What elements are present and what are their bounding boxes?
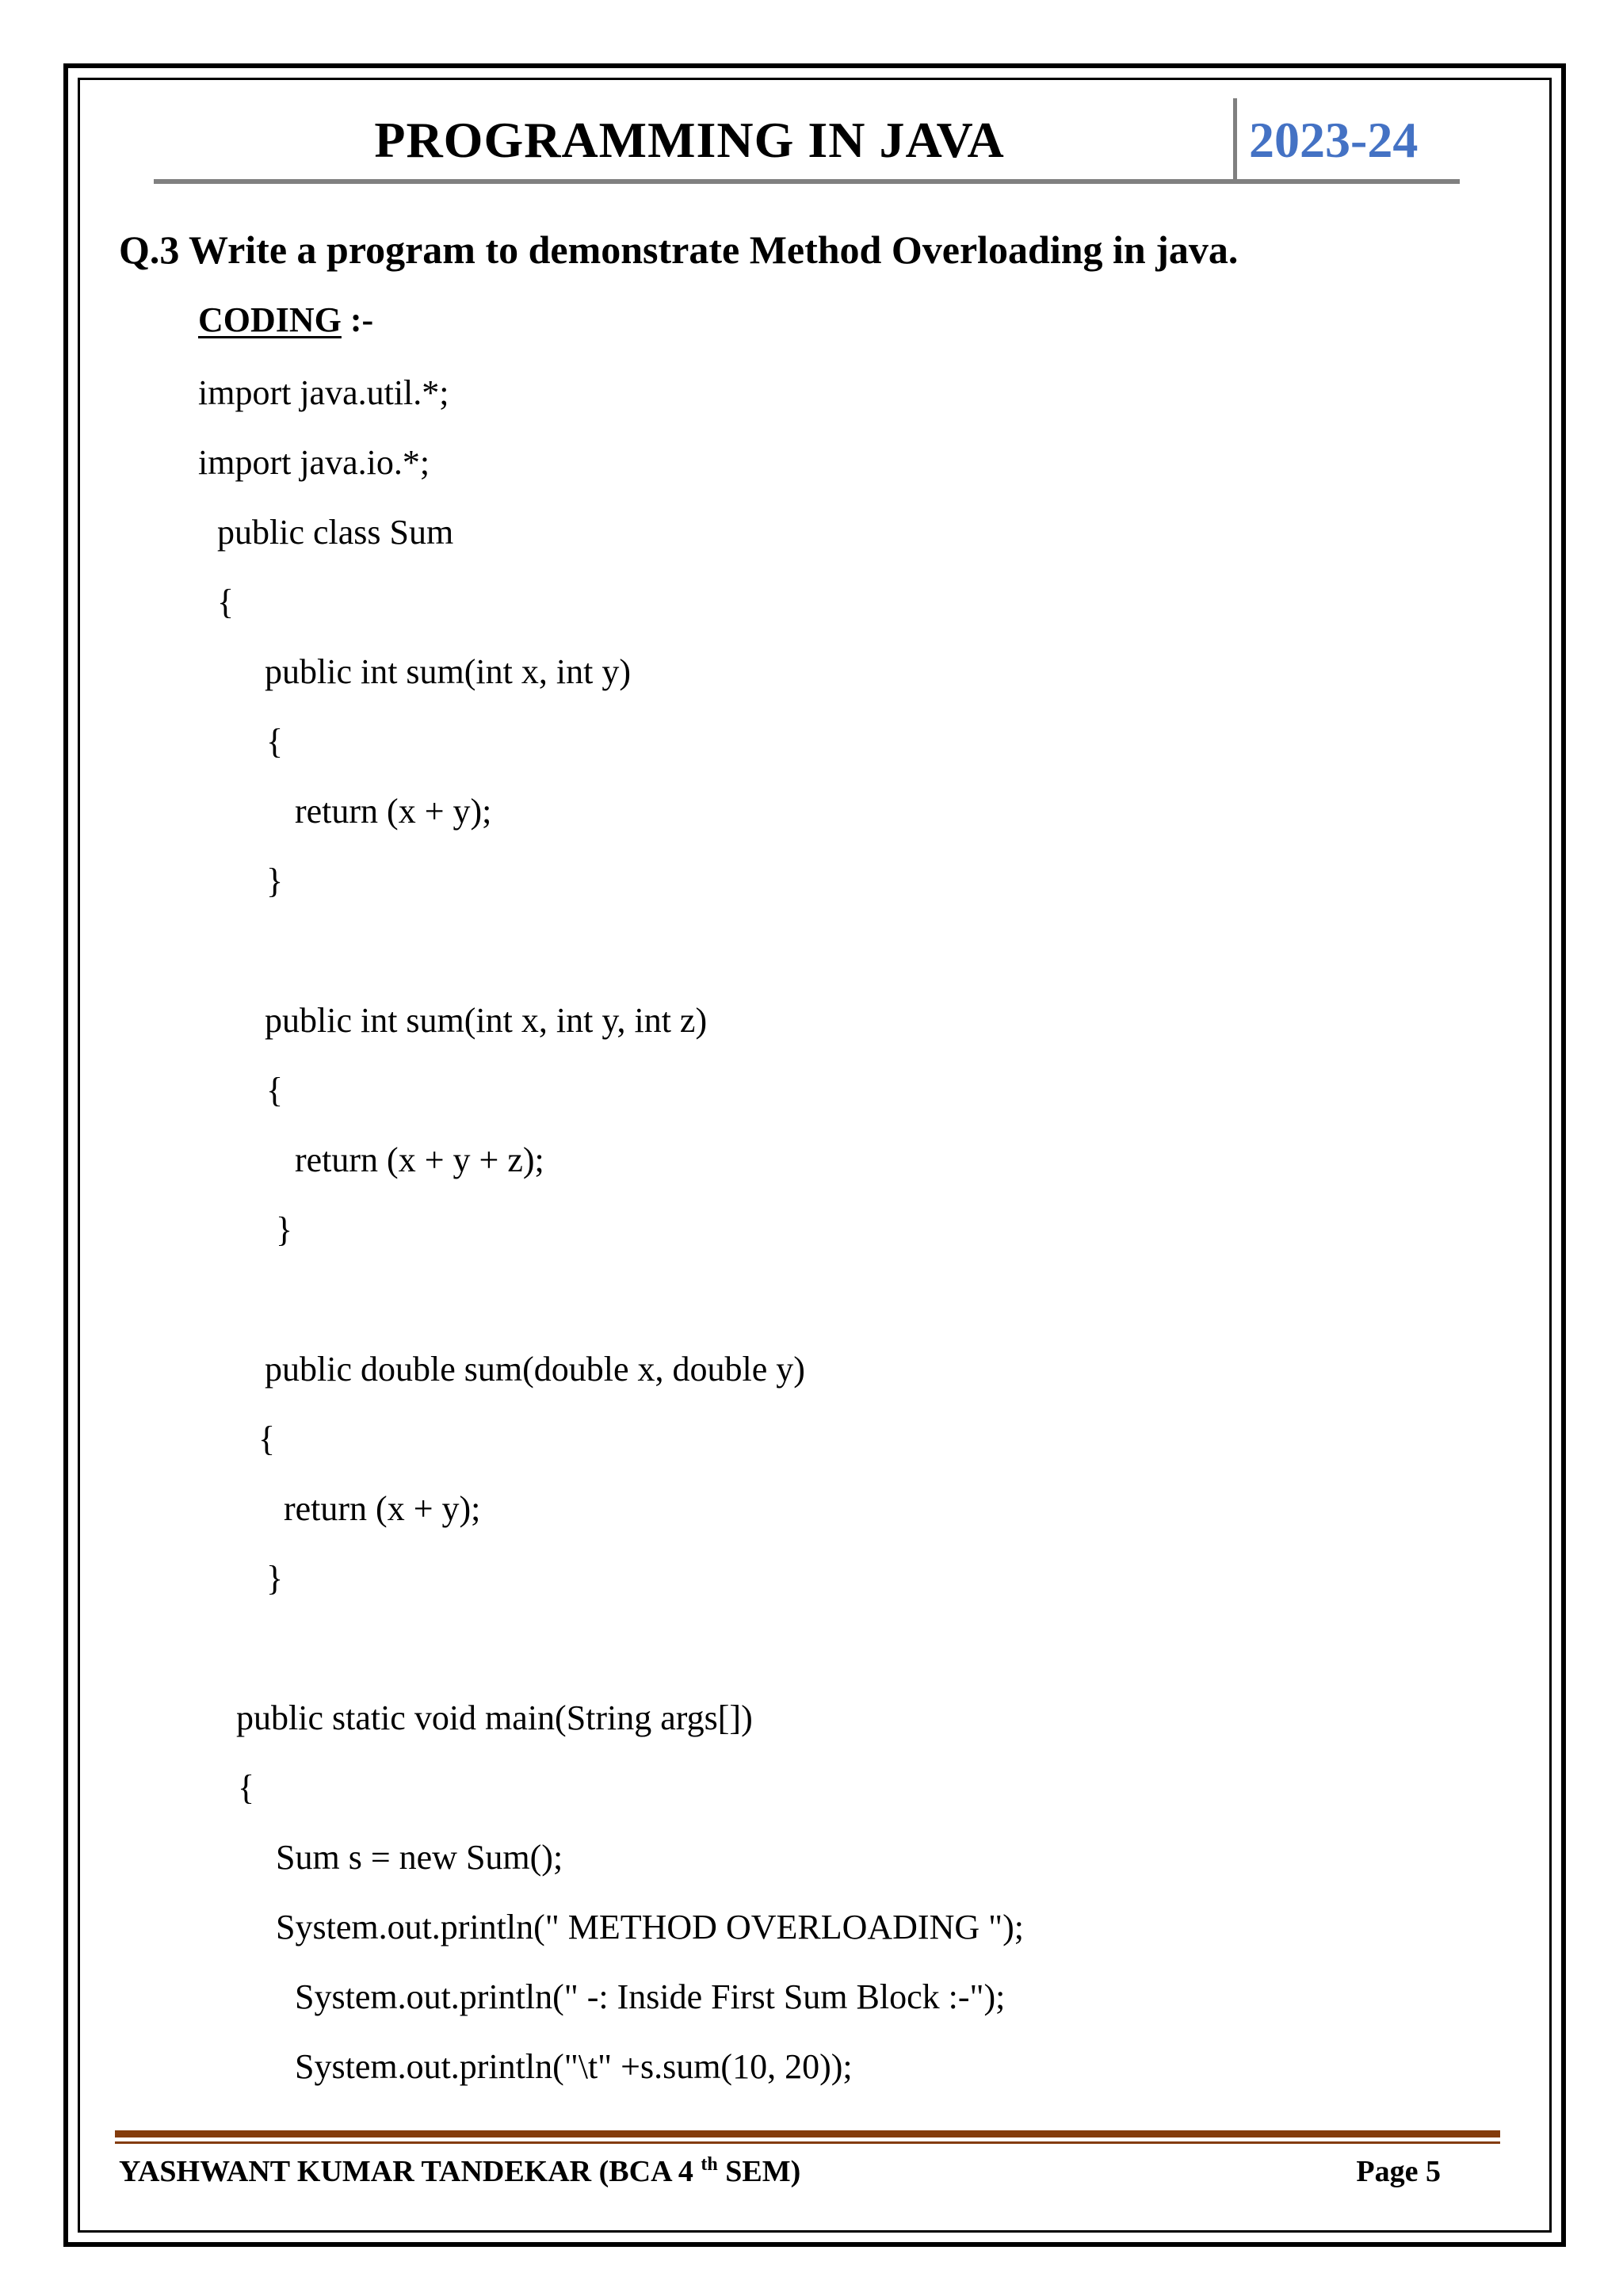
page-number: Page 5: [1356, 2155, 1441, 2188]
header-divider: [1233, 98, 1237, 182]
question-heading: Q.3 Write a program to demonstrate Method Overloading in java.: [119, 227, 1239, 272]
code-line: System.out.println(" -: Inside First Sum Block :-");: [295, 1977, 1006, 2016]
header-year: 2023-24: [1249, 112, 1419, 168]
code-line: import java.util.*;: [198, 373, 449, 412]
code-line: System.out.println(" METHOD OVERLOADING ");: [276, 1908, 1024, 1946]
coding-label-text: CODING: [198, 300, 342, 339]
footer-author-name: YASHWANT KUMAR TANDEKAR (BCA 4: [119, 2155, 693, 2188]
code-line: {: [238, 1768, 255, 1807]
code-line: }: [276, 1210, 293, 1249]
code-line: {: [217, 583, 235, 621]
code-line: return (x + y + z);: [295, 1140, 544, 1179]
code-line: Sum s = new Sum();: [276, 1838, 563, 1877]
code-line: public double sum(double x, double y): [265, 1350, 805, 1389]
page-title: PROGRAMMING IN JAVA: [374, 112, 1005, 168]
code-line: return (x + y);: [284, 1489, 481, 1528]
code-line: public static void main(String args[]): [236, 1698, 753, 1737]
footer-author: [119, 2148, 800, 2195]
header-rule: [154, 179, 1460, 184]
code-line: }: [266, 1559, 284, 1598]
code-line: }: [266, 861, 284, 900]
code-line: import java.io.*;: [198, 443, 430, 482]
code-line: {: [258, 1419, 276, 1458]
code-line: public class Sum: [217, 513, 454, 552]
code-line: public int sum(int x, int y, int z): [265, 1001, 708, 1040]
code-line: public int sum(int x, int y): [265, 652, 631, 691]
code-line: return (x + y);: [295, 792, 492, 831]
code-line: {: [266, 1071, 284, 1110]
footer-rule-thin: [115, 2141, 1500, 2144]
coding-label-suffix: :-: [341, 300, 374, 339]
code-line: {: [266, 722, 284, 761]
code-line: System.out.println("\t" +s.sum(10, 20));: [295, 2047, 853, 2086]
footer-rule: [115, 2130, 1500, 2137]
footer-author-sup: th: [701, 2154, 718, 2175]
coding-label: [198, 295, 373, 346]
footer-author-sem: SEM): [717, 2155, 801, 2188]
